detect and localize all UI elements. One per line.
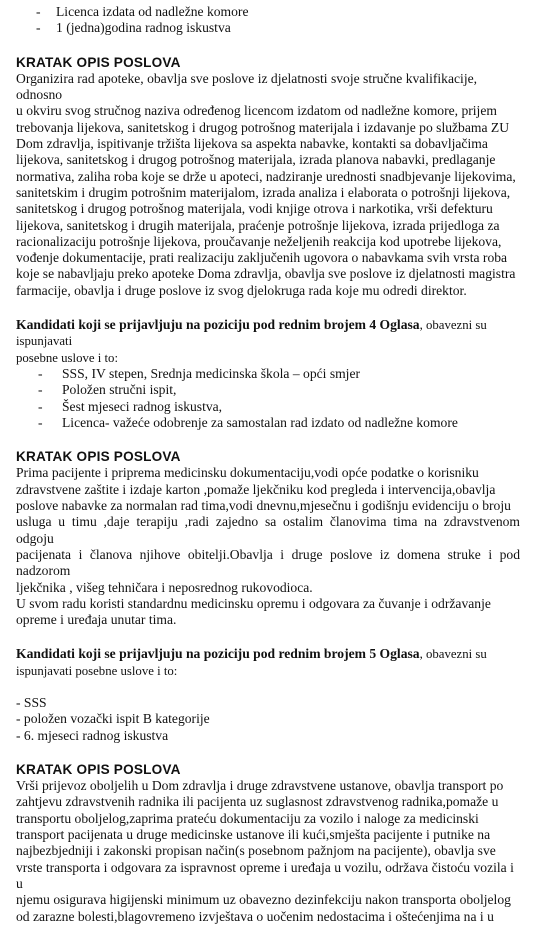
candidates-4-intro: Kandidati koji se prijavljuju na poziciju pod rednim brojem 4 Oglasa, obavezni su ispunjavati posebne uslove i to: <box>16 317 487 365</box>
list-item: - 1 (jedna)godina radnog iskustva <box>36 20 231 36</box>
section-2-body: Prima pacijente i priprema medicinsku dokumentaciju,vodi opće podatke o korisniku zdravstvene zaštite i izdaje karton ,pomaže ljekčniku kod pregleda i intervencija,obavlja poslove nabavke za normalan rad tima,vodi dnevnu,mjesečnu i godišnju evidenciju o broju usluga u timu ,daje terapiju ,radi zajedno sa ostalim članovima tima na zdravstvenom odgoju pacijenata i članova njihove obitelji.Obavlja i druge poslove iz domena struke i pod nadzorom ljekčnika , višeg tehničara i neposrednog rukovodioca. U svom radu koristi standardnu medicinsku opremu i odgovara za čuvanje i održavanje opreme i uređaja unutar tima. <box>16 465 520 628</box>
list-item: - Položen stručni ispit, <box>38 382 177 398</box>
list-item: - SSS, IV stepen, Srednja medicinska škola – opći smjer <box>38 365 361 381</box>
list-item: - SSS <box>16 694 47 710</box>
section-3-body: Vrši prijevoz oboljelih u Dom zdravlja i druge zdravstvene ustanove, obavlja transport po zahtjevu zdravstvenih radnika ili pacijenta uz suglasnost zdravstvenog radnika,pomaže u transportu oboljelog,zaprima prateću dokumentaciju za vozilo i naloge za medicinski transport pacijenata u druge medicinske ustanove ili kući,smješta pacijente i putnike na najbezbjedniji i zakonski propisan način(s posebnom pažnjom na pacijente), obavlja sve vrste transporta i odgovara za ispravnost opreme i uređaja u vozilu, održava čistoću vozila i u njemu osiguravа higijenski minimum uz obavezno dezinfekciju nakon transporta oboljelog od zarazne bolesti,blagovremeno izvještava o uočenim nedostacima i oštećenjima na i u <box>16 778 514 924</box>
requirements-list-top <box>16 4 520 37</box>
list-item: - položen vozački ispit B kategorije <box>16 711 210 727</box>
section-heading-1: KRATAK OPIS POSLOVA <box>16 54 181 70</box>
list-item: - Licenca- važeće odobrenje za samostalan rad izdato od nadležne komore <box>38 414 458 430</box>
section-heading-2: KRATAK OPIS POSLOVA <box>16 449 181 465</box>
section-1-body: Organizira rad apoteke, obavlja sve poslove iz djelatnosti svoje stručne kvalifikacije, odnosno u okviru svog stručnog naziva određenog licencom izdatom od nadležne komore, prijem trebovanja lijekova, sanitetskog i drugog potrošnog materijala i izdavanje po službama ZU Dom zdravlja, ispitivanje tržišta lijekova sa aspekta nabavke, kontakti sa dobavljačima lijekova, sanitetskog i drugog potrošnog materijala, izrada planova nabavki, predlaganje normativa, zaliha roba koje se drže u apoteci, nadziranje urednosti snadbjevanje lijekovima, sanitetskim i drugim potrošnim materijalom, izrada analiza i elaborata o potrošnji lijekova, sanitetskog i drugog potrošnog materijala, vodi knjige otrova i narkotika, vrši defekturu lijekova, sanitetskog i drugih materijala, praćenje potrošnje lijekova, izrada prijedloga za racionalizaciju potrošnje lijekova, proučavanje neželjenih reakcija kod upotrebe lijekova, vođenje dokumentacije, prati realizaciju zaključenih ugovora o nabavkama svih vrsta roba koje se nabavljaju preko apoteke Doma zdravlja, obavlja sve poslove iz djelatnosti magistra farmacije, obavlja i druge poslove iz svog djelokruga rada koje mu odredi direktor. <box>16 70 516 298</box>
list-item: - Licenca izdata od nadležne komore <box>36 4 249 19</box>
requirements-list-5 <box>16 695 520 744</box>
section-heading-3: KRATAK OPIS POSLOVA <box>16 761 181 777</box>
candidates-5-intro: Kandidati koji se prijavljuju na poziciju pod rednim brojem 5 Oglasa, obavezni su ispunjavati posebne uslove i to: <box>16 646 487 678</box>
requirements-list-4 <box>16 366 520 431</box>
list-item: - Šest mjeseci radnog iskustva, <box>38 398 223 414</box>
list-item: - 6. mjeseci radnog iskustva <box>16 727 169 743</box>
